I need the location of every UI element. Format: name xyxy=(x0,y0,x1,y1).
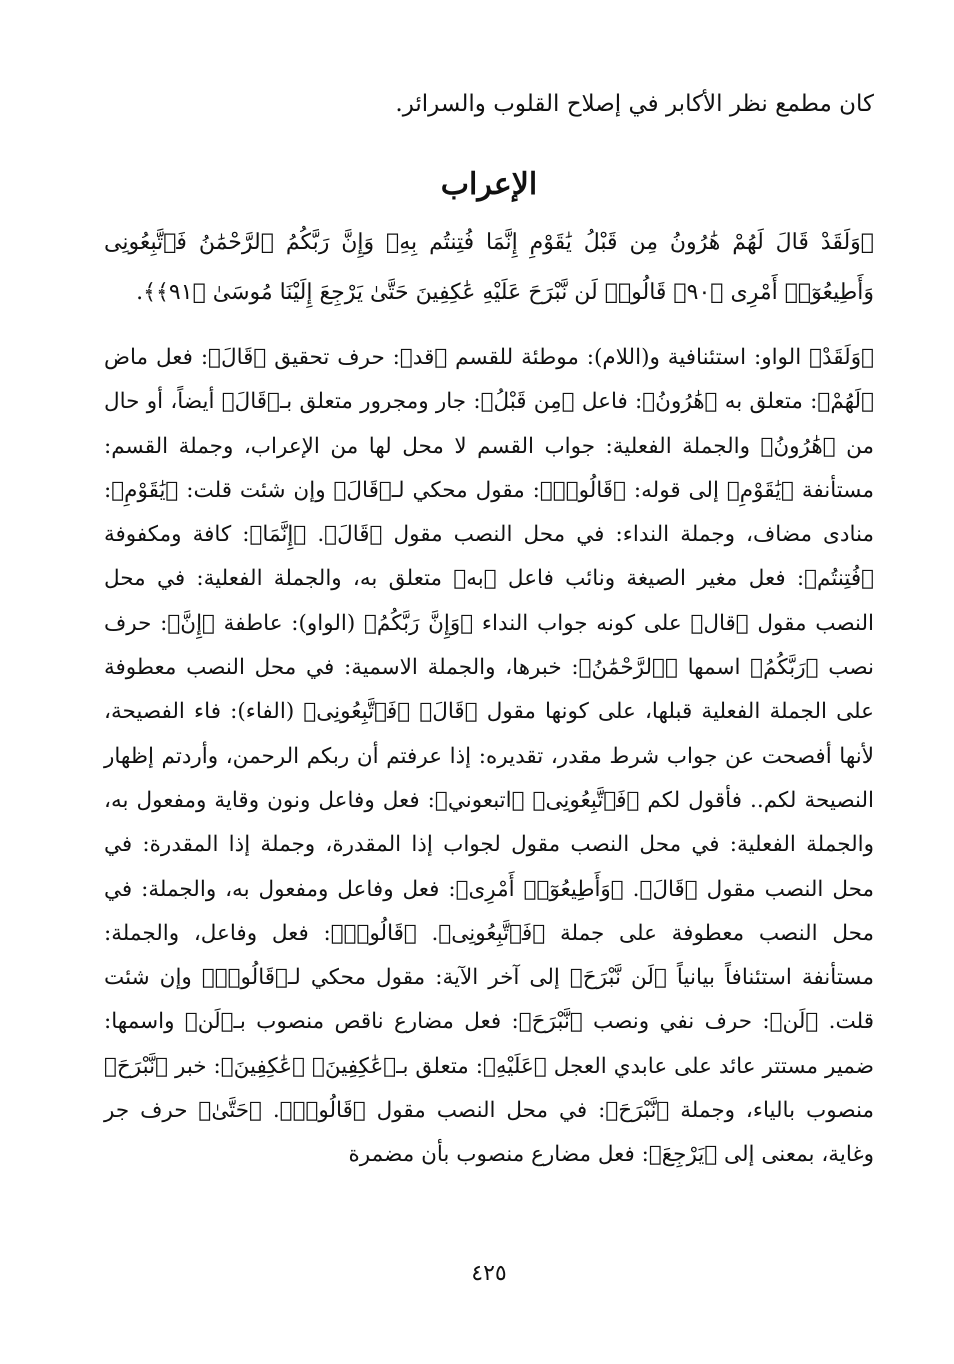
page-number: ٤٢٥ xyxy=(471,1261,507,1286)
quran-verse: ﴿وَلَقَدْ قَالَ لَهُمْ هَٰرُونُ مِن قَبْلُ يَٰقَوْمِ إِنَّمَا فُتِنتُم بِهِۦ وَإِنَّ رَبَّكُمُ ٱلرَّحْمَٰنُ فَٱتَّبِعُونِى وَأَطِيعُوٓا۟ أَمْرِى ﴿٩٠﴾ قَالُوا۟ لَن نَّبْرَحَ عَلَيْهِ عَٰكِفِينَ حَتَّىٰ يَرْجِعَ إِلَيْنَا مُوسَىٰ ﴿٩١﴾﴾. xyxy=(104,230,874,305)
section-title: الإعراب xyxy=(440,167,538,202)
grammar-analysis-text: ﴿وَلَقَدْ﴾ الواو: استئنافية و(اللام): موطئة للقسم ﴿قد﴾: حرف تحقيق ﴿قَالَ﴾: فعل ماض ﴿لَهُمْ﴾: متعلق به ﴿هَٰرُونُ﴾: فاعل ﴿مِن قَبْلُ﴾: جار ومجرور متعلق بـ﴿قَالَ﴾ أيضاً، أو حال من ﴿هَٰرُونُ﴾ والجملة الفعلية: جواب القسم لا محل لها من الإعراب، وجملة القسم: مستأنفة ﴿يَٰقَوْمِ﴾ إلى قوله: ﴿قَالُوا۟﴾: مقول محكي لـ﴿قَالَ﴾ وإن شئت قلت: ﴿يَٰقَوْمِ﴾: منادى مضاف، وجملة النداء: في محل النصب مقول ﴿قَالَ﴾. ﴿إِنَّمَا﴾: كافة ومكفوفة ﴿فُتِنتُم﴾: فعل مغير الصيغة ونائب فاعل ﴿به﴾ متعلق به، والجملة الفعلية: في محل النصب مقول ﴿قال﴾ على كونه جواب النداء ﴿وَإِنَّ رَبَّكُمُ﴾ (الواو): عاطفة ﴿إِنَّ﴾: حرف نصب ﴿رَبَّكُمُ﴾ اسمها ﴿ٱلرَّحْمَٰنُ﴾: خبرها، والجملة الاسمية: في محل النصب معطوفة على الجملة الفعلية قبلها، على كونها مقول ﴿قَالَ﴾ ﴿فَٱتَّبِعُونِى﴾ (الفاء): فاء الفصيحة، لأنها أفصحت عن جواب شرط مقدر، تقديره: إذا عرفتم أن ربكم الرحمن، وأردتم إظهار النصيحة لكم.. فأقول لكم ﴿فَٱتَّبِعُونِى﴾ ﴿اتبعوني﴾: فعل وفاعل ونون وقاية ومفعول به، والجملة الفعلية: في محل النصب مقول لجواب إذا المقدرة، وجملة إذا المقدرة: في محل النصب مقول ﴿قَالَ﴾. ﴿وَأَطِيعُوٓا۟ أَمْرِى﴾: فعل وفاعل ومفعول به، والجملة: في محل النصب معطوفة على جملة ﴿فَٱتَّبِعُونِى﴾. ﴿قَالُوا۟﴾: فعل وفاعل، والجملة: مستأنفة استئنافاً بيانياً ﴿لَن نَّبْرَحَ﴾ إلى آخر الآية: مقول محكي لـ﴿قَالُوا۟﴾ وإن شئت قلت. ﴿لَن﴾: حرف نفي ونصب ﴿نَّبْرَحَ﴾: فعل مضارع ناقص منصوب بـ﴿لَن﴾ واسمها: ضمير مستتر عائد على عابدي العجل ﴿عَلَيْهِ﴾: متعلق بـ﴿عَٰكِفِينَ﴾ ﴿عَٰكِفِينَ﴾: خبر ﴿نَّبْرَحَ﴾ منصوب بالياء، وجملة ﴿نَّبْرَحَ﴾: في محل النصب مقول ﴿قَالُوا۟﴾. ﴿حَتَّىٰ﴾ حرف جر وغاية، بمعنى إلى ﴿يَرْجِعَ﴾: فعل مضارع منصوب بأن مضمرة xyxy=(104,345,874,1168)
continuation-line: كان مطمع نظر الأكابر في إصلاح القلوب والسرائر. xyxy=(395,91,874,117)
document-page xyxy=(104,84,874,1334)
